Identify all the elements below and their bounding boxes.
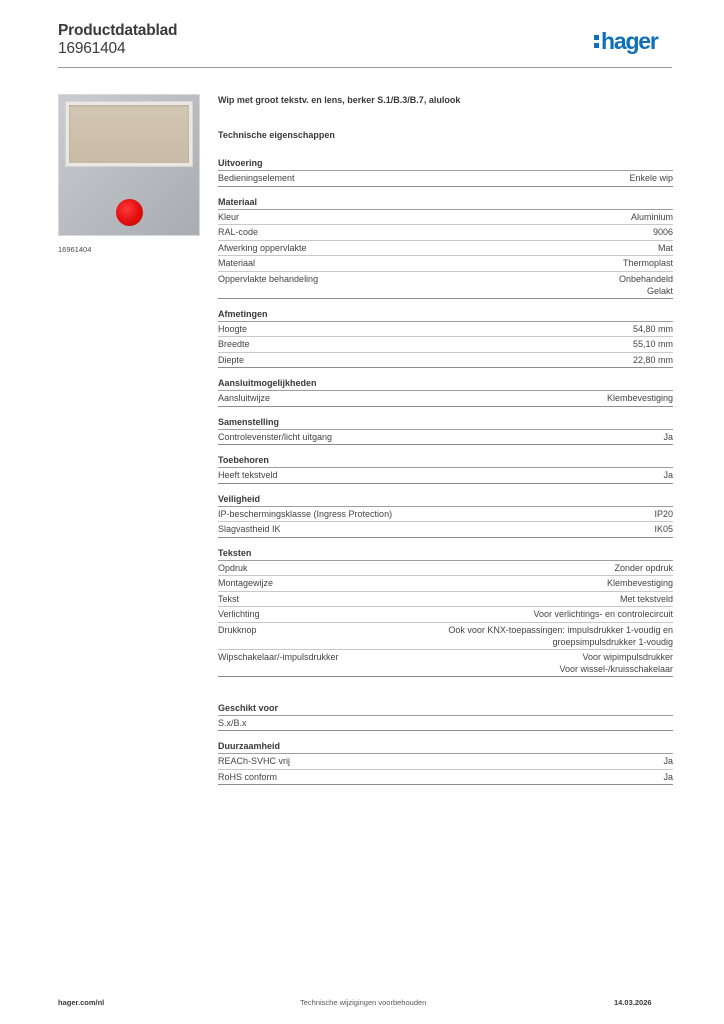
spec-group <box>218 494 673 538</box>
spec-row <box>218 337 673 353</box>
spec-value: Zonder opdruk <box>614 562 673 573</box>
spec-label: Tekst <box>218 593 240 604</box>
spec-label: Materiaal <box>218 258 256 268</box>
spec-groups <box>218 158 673 785</box>
spec-value: IK05 <box>654 524 673 534</box>
spec-row <box>218 522 673 538</box>
spec-row <box>218 716 673 732</box>
spec-label: Oppervlakte behandeling <box>218 273 319 284</box>
spec-label: Diepte <box>218 354 245 365</box>
spec-group-title: Afmetingen <box>218 309 673 322</box>
spec-value: Met tekstveld <box>619 593 673 604</box>
spec-group <box>218 158 673 187</box>
spec-value: IP20 <box>654 508 673 519</box>
spec-label: Montagewijze <box>218 578 274 588</box>
spec-value: Voor verlichtings- en controlecircuit <box>533 609 673 619</box>
spec-value: 55,10 mm <box>632 339 673 349</box>
spec-label: Afwerking oppervlakte <box>218 242 307 253</box>
spec-row <box>218 507 673 523</box>
header-divider <box>58 67 672 68</box>
spec-value: Ja <box>663 470 673 480</box>
spec-value: Aluminium <box>630 211 673 222</box>
spec-label: RAL-code <box>218 227 259 237</box>
product-description: Wip met groot tekstv. en lens, berker S.1/B.3/B.7, alulook <box>218 95 461 105</box>
spec-label: RoHS conform <box>218 771 278 782</box>
spec-group-title: Duurzaamheid <box>218 741 673 754</box>
spec-group <box>218 703 673 732</box>
spec-row <box>218 171 673 187</box>
spec-label: Slagvastheid IK <box>218 524 281 534</box>
spec-row <box>218 210 673 226</box>
spec-value: 9006 <box>652 227 673 237</box>
spec-value: Klembevestiging <box>606 393 673 403</box>
spec-row <box>218 623 673 650</box>
spec-label: Opdruk <box>218 562 248 573</box>
spec-value: Ja <box>663 771 673 782</box>
spec-value: 22,80 mm <box>632 354 673 365</box>
spec-row <box>218 754 673 770</box>
spec-row <box>218 256 673 272</box>
specifications <box>218 95 673 785</box>
footer-website[interactable]: hager.com/nl <box>58 998 105 1007</box>
red-lens-indicator <box>116 199 143 226</box>
spec-label: S.x/B.x <box>218 717 247 728</box>
spec-group <box>218 378 673 407</box>
spec-value: Voor wipimpulsdrukker Voor wissel-/kruisschakelaar <box>559 651 673 674</box>
spec-row <box>218 322 673 338</box>
spec-value: Thermoplast <box>622 258 673 268</box>
image-caption: 16961404 <box>58 245 92 254</box>
spec-label: Kleur <box>218 211 240 222</box>
spec-row <box>218 353 673 369</box>
spec-group-title: Veiligheid <box>218 494 673 507</box>
spec-row <box>218 272 673 299</box>
spec-group-title: Geschikt voor <box>218 703 673 716</box>
spec-row <box>218 225 673 241</box>
logo-colon-icon <box>594 35 599 51</box>
logo-text: hager <box>601 28 658 54</box>
page-title: Productdatablad <box>58 22 178 39</box>
spec-label: Breedte <box>218 339 250 349</box>
spec-label: Bedieningselement <box>218 173 295 183</box>
spec-row <box>218 391 673 407</box>
spec-group-title: Toebehoren <box>218 455 673 468</box>
section-title: Technische eigenschappen <box>218 130 335 140</box>
spec-row <box>218 770 673 786</box>
spec-group-title: Aansluitmogelijkheden <box>218 378 673 391</box>
spec-row <box>218 430 673 446</box>
spec-group-title: Teksten <box>218 548 673 561</box>
spec-group <box>218 417 673 446</box>
spec-group <box>218 455 673 484</box>
spec-label: Heeft tekstveld <box>218 470 278 480</box>
spec-label: REACh-SVHC vrij <box>218 756 291 766</box>
spec-label: Hoogte <box>218 323 248 334</box>
hager-logo <box>594 30 658 53</box>
spec-value: 54,80 mm <box>632 323 673 334</box>
spec-group <box>218 197 673 299</box>
spec-group <box>218 741 673 785</box>
spec-group <box>218 309 673 369</box>
spec-group <box>218 548 673 677</box>
spec-group-title: Uitvoering <box>218 158 673 171</box>
product-number: 16961404 <box>58 40 126 57</box>
spec-row <box>218 607 673 623</box>
spec-row <box>218 241 673 257</box>
spec-group-title: Samenstelling <box>218 417 673 430</box>
spec-row <box>218 561 673 577</box>
footer-disclaimer: Technische wijzigingen voorbehouden <box>300 998 427 1007</box>
spec-value: Klembevestiging <box>606 578 673 588</box>
spec-value: Enkele wip <box>629 173 673 183</box>
spec-label: IP-beschermingsklasse (Ingress Protection) <box>218 508 393 519</box>
spec-label: Aansluitwijze <box>218 393 271 403</box>
spec-value: Ja <box>663 756 673 766</box>
spec-label: Controlevenster/licht uitgang <box>218 431 333 442</box>
spec-row <box>218 468 673 484</box>
spec-group-title: Materiaal <box>218 197 673 210</box>
spec-label: Wipschakelaar/-impulsdrukker <box>218 651 339 662</box>
spec-row <box>218 576 673 592</box>
spec-label: Verlichting <box>218 609 260 619</box>
spec-row <box>218 650 673 677</box>
spec-label: Drukknop <box>218 624 257 635</box>
text-field-lens <box>69 105 189 163</box>
product-image <box>58 94 200 236</box>
spec-value: Onbehandeld Gelakt <box>618 273 673 296</box>
footer-date: 14.03.2026 <box>614 998 652 1007</box>
spec-value: Mat <box>657 242 673 253</box>
spec-value: Ook voor KNX-toepassingen: impulsdrukker 1-voudig en groepsimpulsdrukker 1-voudig <box>448 624 673 647</box>
spec-value: Ja <box>663 431 673 442</box>
spec-row <box>218 592 673 608</box>
